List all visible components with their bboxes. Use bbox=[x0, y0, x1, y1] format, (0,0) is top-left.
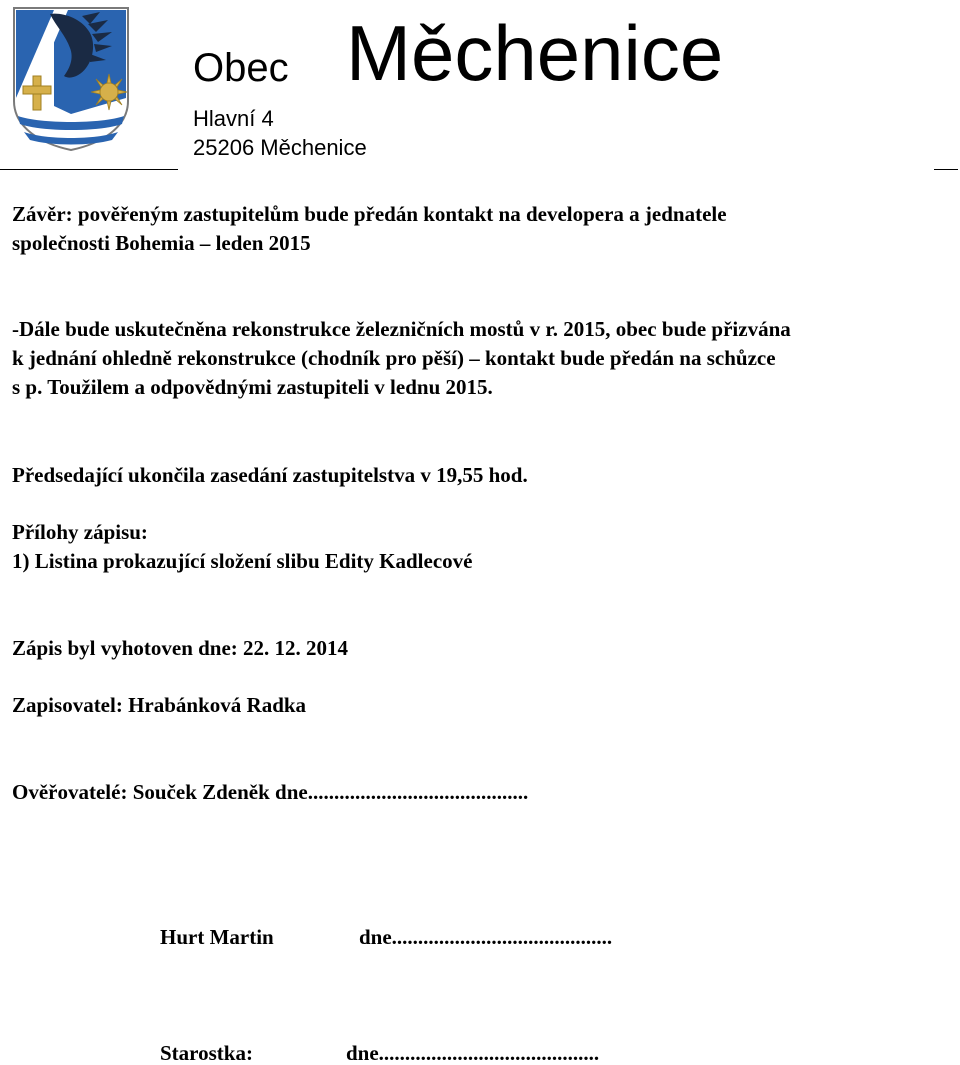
header-city-address: 25206 Měchenice bbox=[193, 135, 367, 160]
header-municipality-name: Měchenice bbox=[346, 9, 724, 97]
ukoncila-line: Předsedající ukončila zasedání zastupitelstva v 19,55 hod. bbox=[12, 463, 528, 487]
municipal-crest-emblem bbox=[10, 6, 132, 152]
prilohy-section bbox=[12, 518, 472, 576]
header-street-address: Hlavní 4 bbox=[193, 106, 274, 131]
vyhotoven-line: Zápis byl vyhotoven dne: 22. 12. 2014 bbox=[12, 636, 349, 660]
dale-paragraph bbox=[12, 315, 791, 402]
zaver-line-2: společnosti Bohemia – leden 2015 bbox=[12, 231, 311, 255]
overovatele-line: Ověřovatelé: Souček Zdeněk dne.......................................... bbox=[12, 780, 529, 804]
zaver-line-1: Závěr: pověřeným zastupitelům bude předán kontakt na developera a jednatele bbox=[12, 202, 727, 226]
dale-line-2: k jednání ohledně rekonstrukce (chodník pro pěší) – kontakt bude předán na schůzce bbox=[12, 346, 776, 370]
crest-sun-icon bbox=[91, 74, 127, 110]
signature-hurt-name: Hurt Martin bbox=[160, 925, 274, 949]
signature-starostka-label: Starostka: bbox=[160, 1041, 253, 1065]
dale-line-3: s p. Toužilem a odpovědnými zastupiteli v lednu 2015. bbox=[12, 375, 493, 399]
header-rule-right bbox=[934, 169, 958, 170]
zaver-paragraph bbox=[12, 200, 727, 258]
prilohy-title: Přílohy zápisu: bbox=[12, 520, 148, 544]
signature-starostka-date: dne.......................................... bbox=[346, 1041, 600, 1065]
header-rule-left bbox=[0, 169, 178, 170]
header-obec-label: Obec bbox=[193, 46, 289, 90]
prilohy-item-1: 1) Listina prokazující složení slibu Edity Kadlecové bbox=[12, 549, 473, 573]
dale-line-1: -Dále bude uskutečněna rekonstrukce železničních mostů v r. 2015, obec bude přizvána bbox=[12, 317, 791, 341]
signature-hurt-date: dne.......................................... bbox=[359, 925, 613, 949]
zapisovatel-line: Zapisovatel: Hrabánková Radka bbox=[12, 693, 307, 717]
